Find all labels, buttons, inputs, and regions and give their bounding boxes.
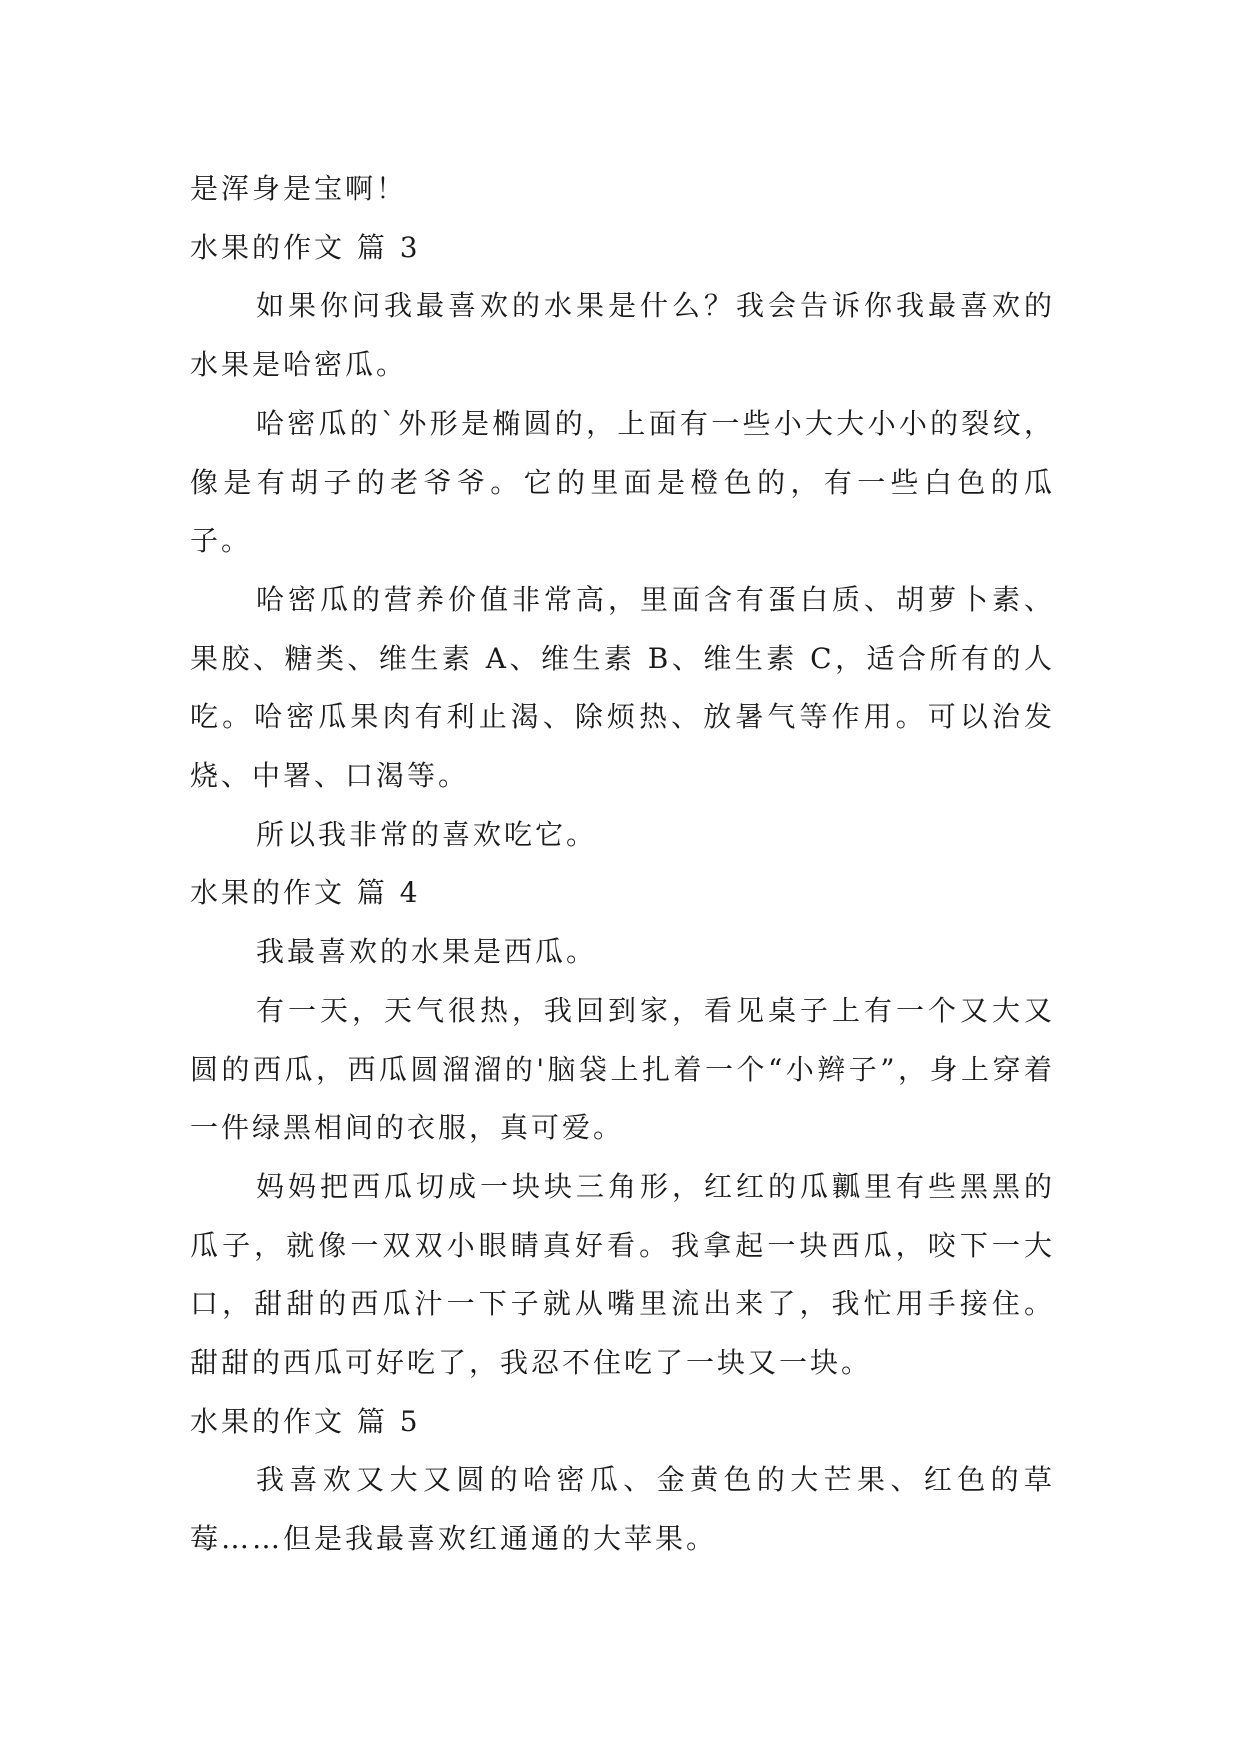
document-page (190, 160, 1055, 1569)
essay-heading-5: 水果的作文 篇 5 (190, 1404, 421, 1438)
paragraph: 哈密瓜的营养价值非常高，里面含有蛋白质、胡萝卜素、果胶、糖类、维生素 A、维生素 B、维生素 C，适合所有的人吃。哈密瓜果肉有利止渴、除烦热、放暑气等作用。可以治发烧、中署、口渴等。 (190, 582, 1055, 793)
paragraph: 有一天，天气很热，我回到家，看见桌子上有一个又大又圆的西瓜，西瓜圆溜溜的'脑袋上扎着一个“小辫子”，身上穿着一件绿黑相间的衣服，真可爱。 (190, 993, 1055, 1145)
paragraph: 我喜欢又大又圆的哈密瓜、金黄色的大芒果、红色的草莓……但是我最喜欢红通通的大苹果。 (190, 1463, 1055, 1556)
paragraph: 如果你问我最喜欢的水果是什么？我会告诉你我最喜欢的水果是哈密瓜。 (190, 289, 1055, 382)
essay-heading-4: 水果的作文 篇 4 (190, 876, 421, 910)
continued-line: 是浑身是宝啊！ (190, 172, 408, 205)
paragraph: 哈密瓜的`外形是椭圆的，上面有一些小大大小小的裂纹，像是有胡子的老爷爷。它的里面是橙色的，有一些白色的瓜子。 (190, 406, 1055, 558)
paragraph: 所以我非常的喜欢吃它。 (256, 817, 598, 851)
essay-heading-3: 水果的作文 篇 3 (190, 230, 421, 264)
paragraph: 我最喜欢的水果是西瓜。 (256, 935, 598, 969)
paragraph: 妈妈把西瓜切成一块块三角形，红红的瓜瓤里有些黑黑的瓜子，就像一双双小眼睛真好看。我拿起一块西瓜，咬下一大口，甜甜的西瓜汁一下子就从嘴里流出来了，我忙用手接住。甜甜的西瓜可好吃了，我忍不住吃了一块又一块。 (190, 1169, 1055, 1380)
